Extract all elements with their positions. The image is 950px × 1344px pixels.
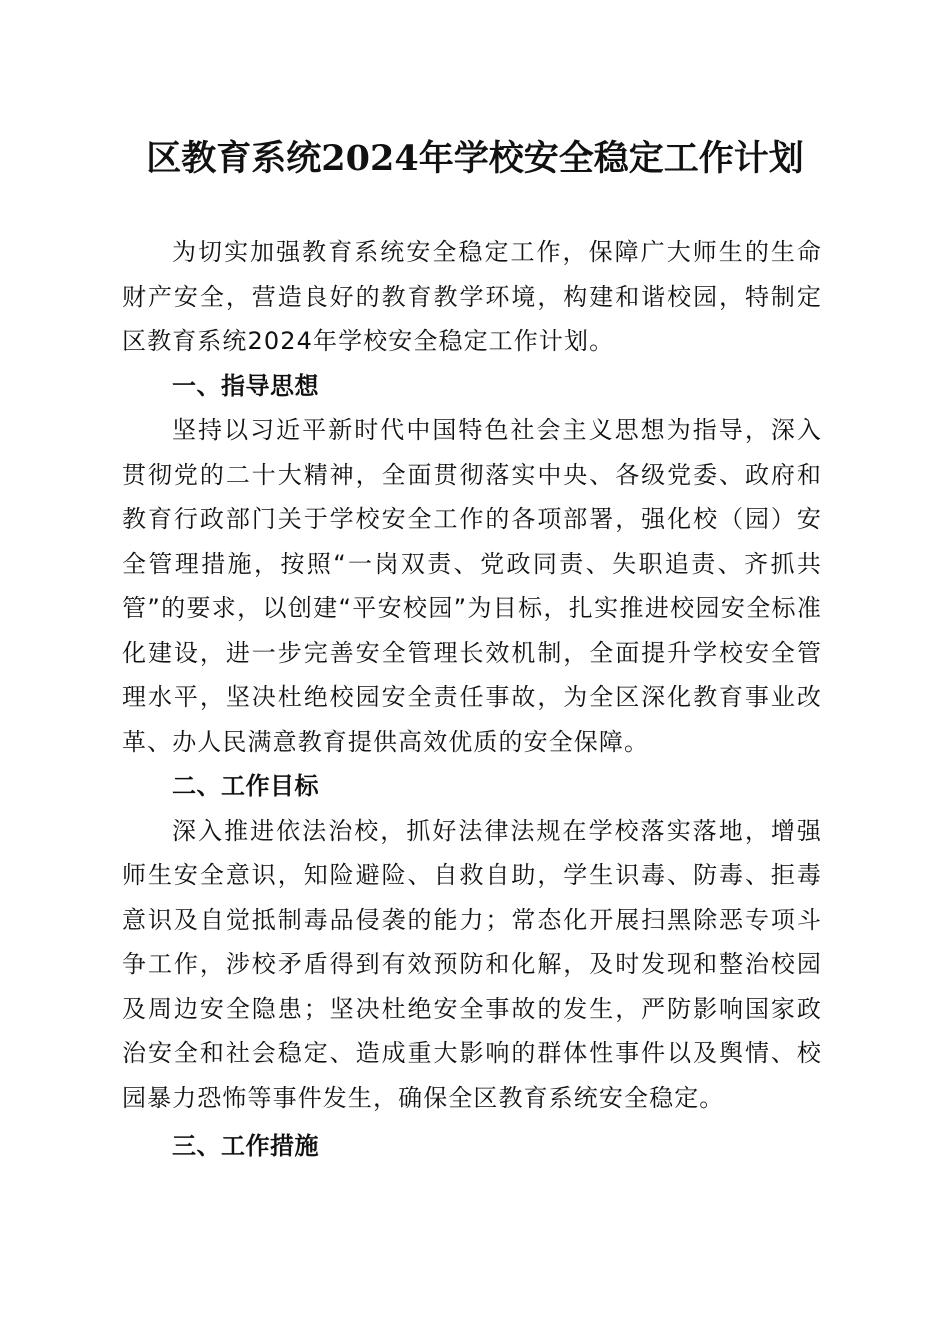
document-title: 区教育系统2024年学校安全稳定工作计划 [146, 138, 804, 179]
section-heading-work-goals: 二、工作目标 [172, 772, 319, 800]
intro-paragraph: 为切实加强教育系统安全稳定工作，保障广大师生的生命财产安全，营造良好的教育教学环境，构建和谐校园，特制定区教育系统2024年学校安全稳定工作计划。 [122, 238, 822, 355]
section-body-work-goals: 深入推进依法治校，抓好法律法规在学校落实落地，增强师生安全意识，知险避险、自救自助，学生识毒、防毒、拒毒意识及自觉抵制毒品侵袭的能力；常态化开展扫黑除恶专项斗争工作，涉校矛盾得到有效预防和化解，及时发现和整治校园及周边安全隐患；坚决杜绝安全事故的发生，严防影响国家政治安全和社会稳定、造成重大影响的群体性事件以及舆情、校园暴力恐怖等事件发生，确保全区教育系统安全稳定。 [122, 816, 822, 1112]
section-heading-guiding-ideology: 一、指导思想 [172, 371, 319, 400]
document-body [122, 230, 822, 1169]
section-body-guiding-ideology: 坚持以习近平新时代中国特色社会主义思想为指导，深入贯彻党的二十大精神，全面贯彻落实中央、各级党委、政府和教育行政部门关于学校安全工作的各项部署，强化校（园）安全管理措施，按照“一岗双责、党政同责、失职追责、齐抓共管”的要求，以创建“平安校园”为目标，扎实推进校园安全标准化建设，进一步完善安全管理长效机制，全面提升学校安全管理水平，坚决杜绝校园安全责任事故，为全区深化教育事业改革、办人民满意教育提供高效优质的安全保障。 [122, 416, 822, 756]
section-heading-work-measures: 三、工作措施 [172, 1132, 319, 1160]
